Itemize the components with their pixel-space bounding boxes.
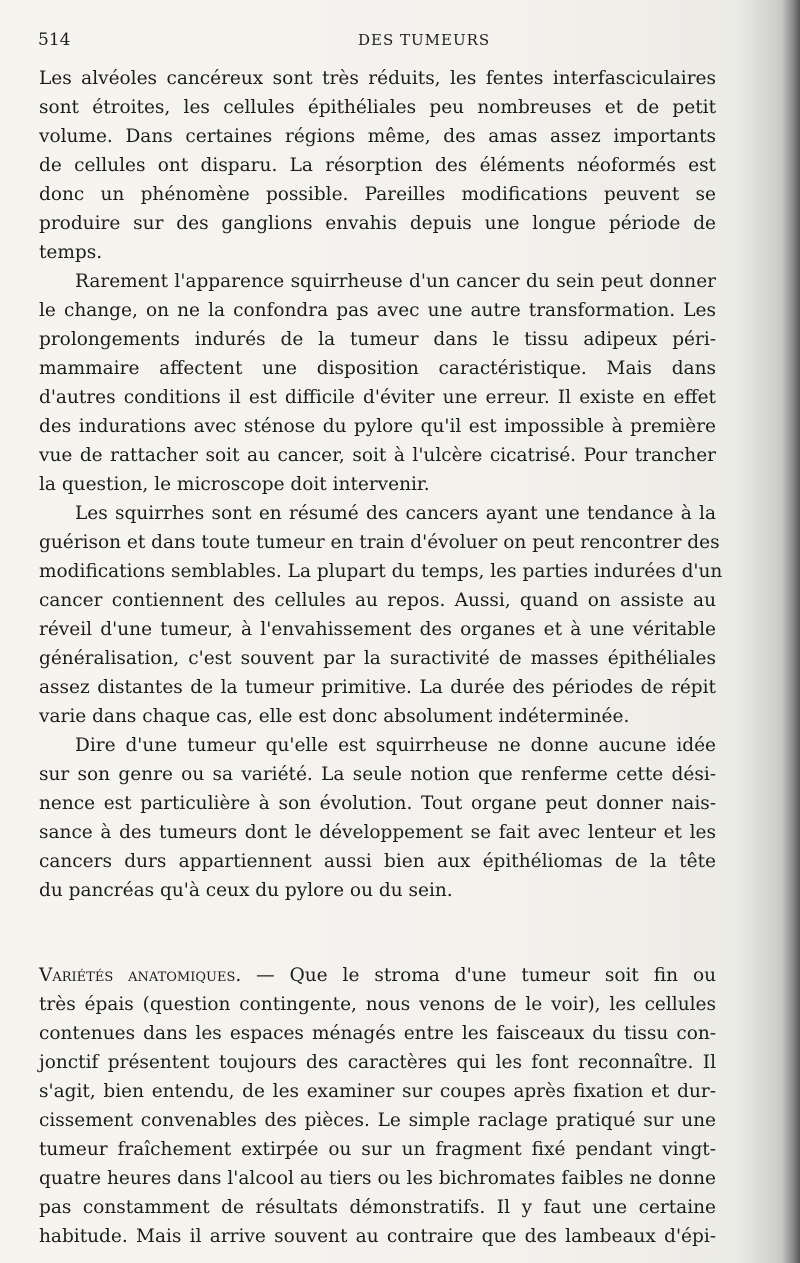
body-text [39, 64, 723, 1251]
section-spacer [39, 905, 716, 961]
section-paragraph [39, 961, 716, 1251]
text-line: généralisation, c'est souvent par la suractivité de masses épithéliales [39, 648, 716, 669]
text-line: très épais (question contingente, nous venons de le voir), les cellules [39, 994, 716, 1015]
text-line: mammaire affectent une disposition caractéristique. Mais dans [39, 358, 716, 379]
paragraph [39, 499, 723, 731]
text-line: jonctif présentent toujours des caractères qui les font reconnaître. Il [39, 1052, 716, 1073]
text-line: Les squirrhes sont en résumé des cancers ayant une tendance à la [75, 503, 716, 524]
text-line: de cellules ont disparu. La résorption des éléments néoformés est [39, 155, 716, 176]
text-line: guérison et dans toute tumeur en train d'évoluer on peut rencontrer des [39, 532, 720, 553]
text-line: produire sur des ganglions envahis depuis une longue période de [39, 213, 716, 234]
text-line: du pancréas qu'à ceux du pylore ou du sein. [39, 880, 453, 901]
section-first-line [39, 961, 716, 990]
text-line: le change, on ne la confondra pas avec une autre transformation. Les [39, 300, 716, 321]
text-line: s'agit, bien entendu, de les examiner sur coupes après fixation et dur- [39, 1081, 716, 1102]
text-line: cancer contiennent des cellules au repos. Aussi, quand on assiste au [39, 590, 716, 611]
paragraph [39, 267, 716, 499]
paragraph [39, 64, 716, 267]
text-line: assez distantes de la tumeur primitive. La durée des périodes de répit [39, 677, 716, 698]
text-line: sont étroites, les cellules épithéliales peu nombreuses et de petit [39, 97, 716, 118]
text-line: Rarement l'apparence squirrheuse d'un cancer du sein peut donner [75, 271, 716, 292]
text-line: la question, le microscope doit intervenir. [39, 474, 430, 495]
text-line: pas constamment de résultats démonstratifs. Il y faut une certaine [39, 1197, 716, 1218]
section-heading-rest: — Que le stroma d'une tumeur soit fin ou [241, 965, 716, 986]
text-line: varie dans chaque cas, elle est donc absolument indéterminée. [39, 706, 630, 727]
text-line: cancers durs appartiennent aussi bien aux épithéliomas de la tête [39, 851, 716, 872]
text-line: modifications semblables. La plupart du temps, les parties indurées d'un [39, 561, 723, 582]
text-line: contenues dans les espaces ménagés entre les faisceaux du tissu con- [39, 1023, 716, 1044]
text-line: nence est particulière à son évolution. Tout organe peut donner nais- [39, 793, 716, 814]
text-line: sance à des tumeurs dont le développement se fait avec lenteur et les [39, 822, 716, 843]
text-line: prolongements indurés de la tumeur dans le tissu adipeux péri- [39, 329, 716, 350]
text-line: donc un phénomène possible. Pareilles modifications peuvent se [39, 184, 716, 205]
text-line: habitude. Mais il arrive souvent au contraire que des lambeaux d'épi- [39, 1226, 716, 1247]
page-number: 514 [38, 30, 71, 50]
running-title: DES TUMEURS [358, 31, 491, 49]
text-line: des indurations avec sténose du pylore qu'il est impossible à première [39, 416, 716, 437]
text-line: Les alvéoles cancéreux sont très réduits, les fentes interfasciculaires [39, 68, 716, 89]
text-line: Dire d'une tumeur qu'elle est squirrheuse ne donne aucune idée [75, 735, 716, 756]
section-heading: Variétés anatomiques. [39, 965, 242, 986]
text-line: d'autres conditions il est difficile d'éviter une erreur. Il existe en effet [39, 387, 716, 408]
text-line: vue de rattacher soit au cancer, soit à l'ulcère cicatrisé. Pour trancher [39, 445, 716, 466]
text-line: cissement convenables des pièces. Le simple raclage pratiqué sur une [39, 1110, 716, 1131]
text-line: réveil d'une tumeur, à l'envahissement des organes et à une véritable [39, 619, 716, 640]
text-line: quatre heures dans l'alcool au tiers ou les bichromates faibles ne donne [39, 1168, 716, 1189]
page-header [38, 30, 718, 54]
text-line: tumeur fraîchement extirpée ou sur un fragment fixé pendant vingt- [39, 1139, 716, 1160]
text-line: volume. Dans certaines régions même, des amas assez importants [39, 126, 716, 147]
paragraph [39, 731, 716, 905]
page-edge-shadow [782, 0, 800, 1263]
text-line: sur son genre ou sa variété. La seule notion que renferme cette dési- [39, 764, 716, 785]
text-line: temps. [39, 242, 103, 263]
